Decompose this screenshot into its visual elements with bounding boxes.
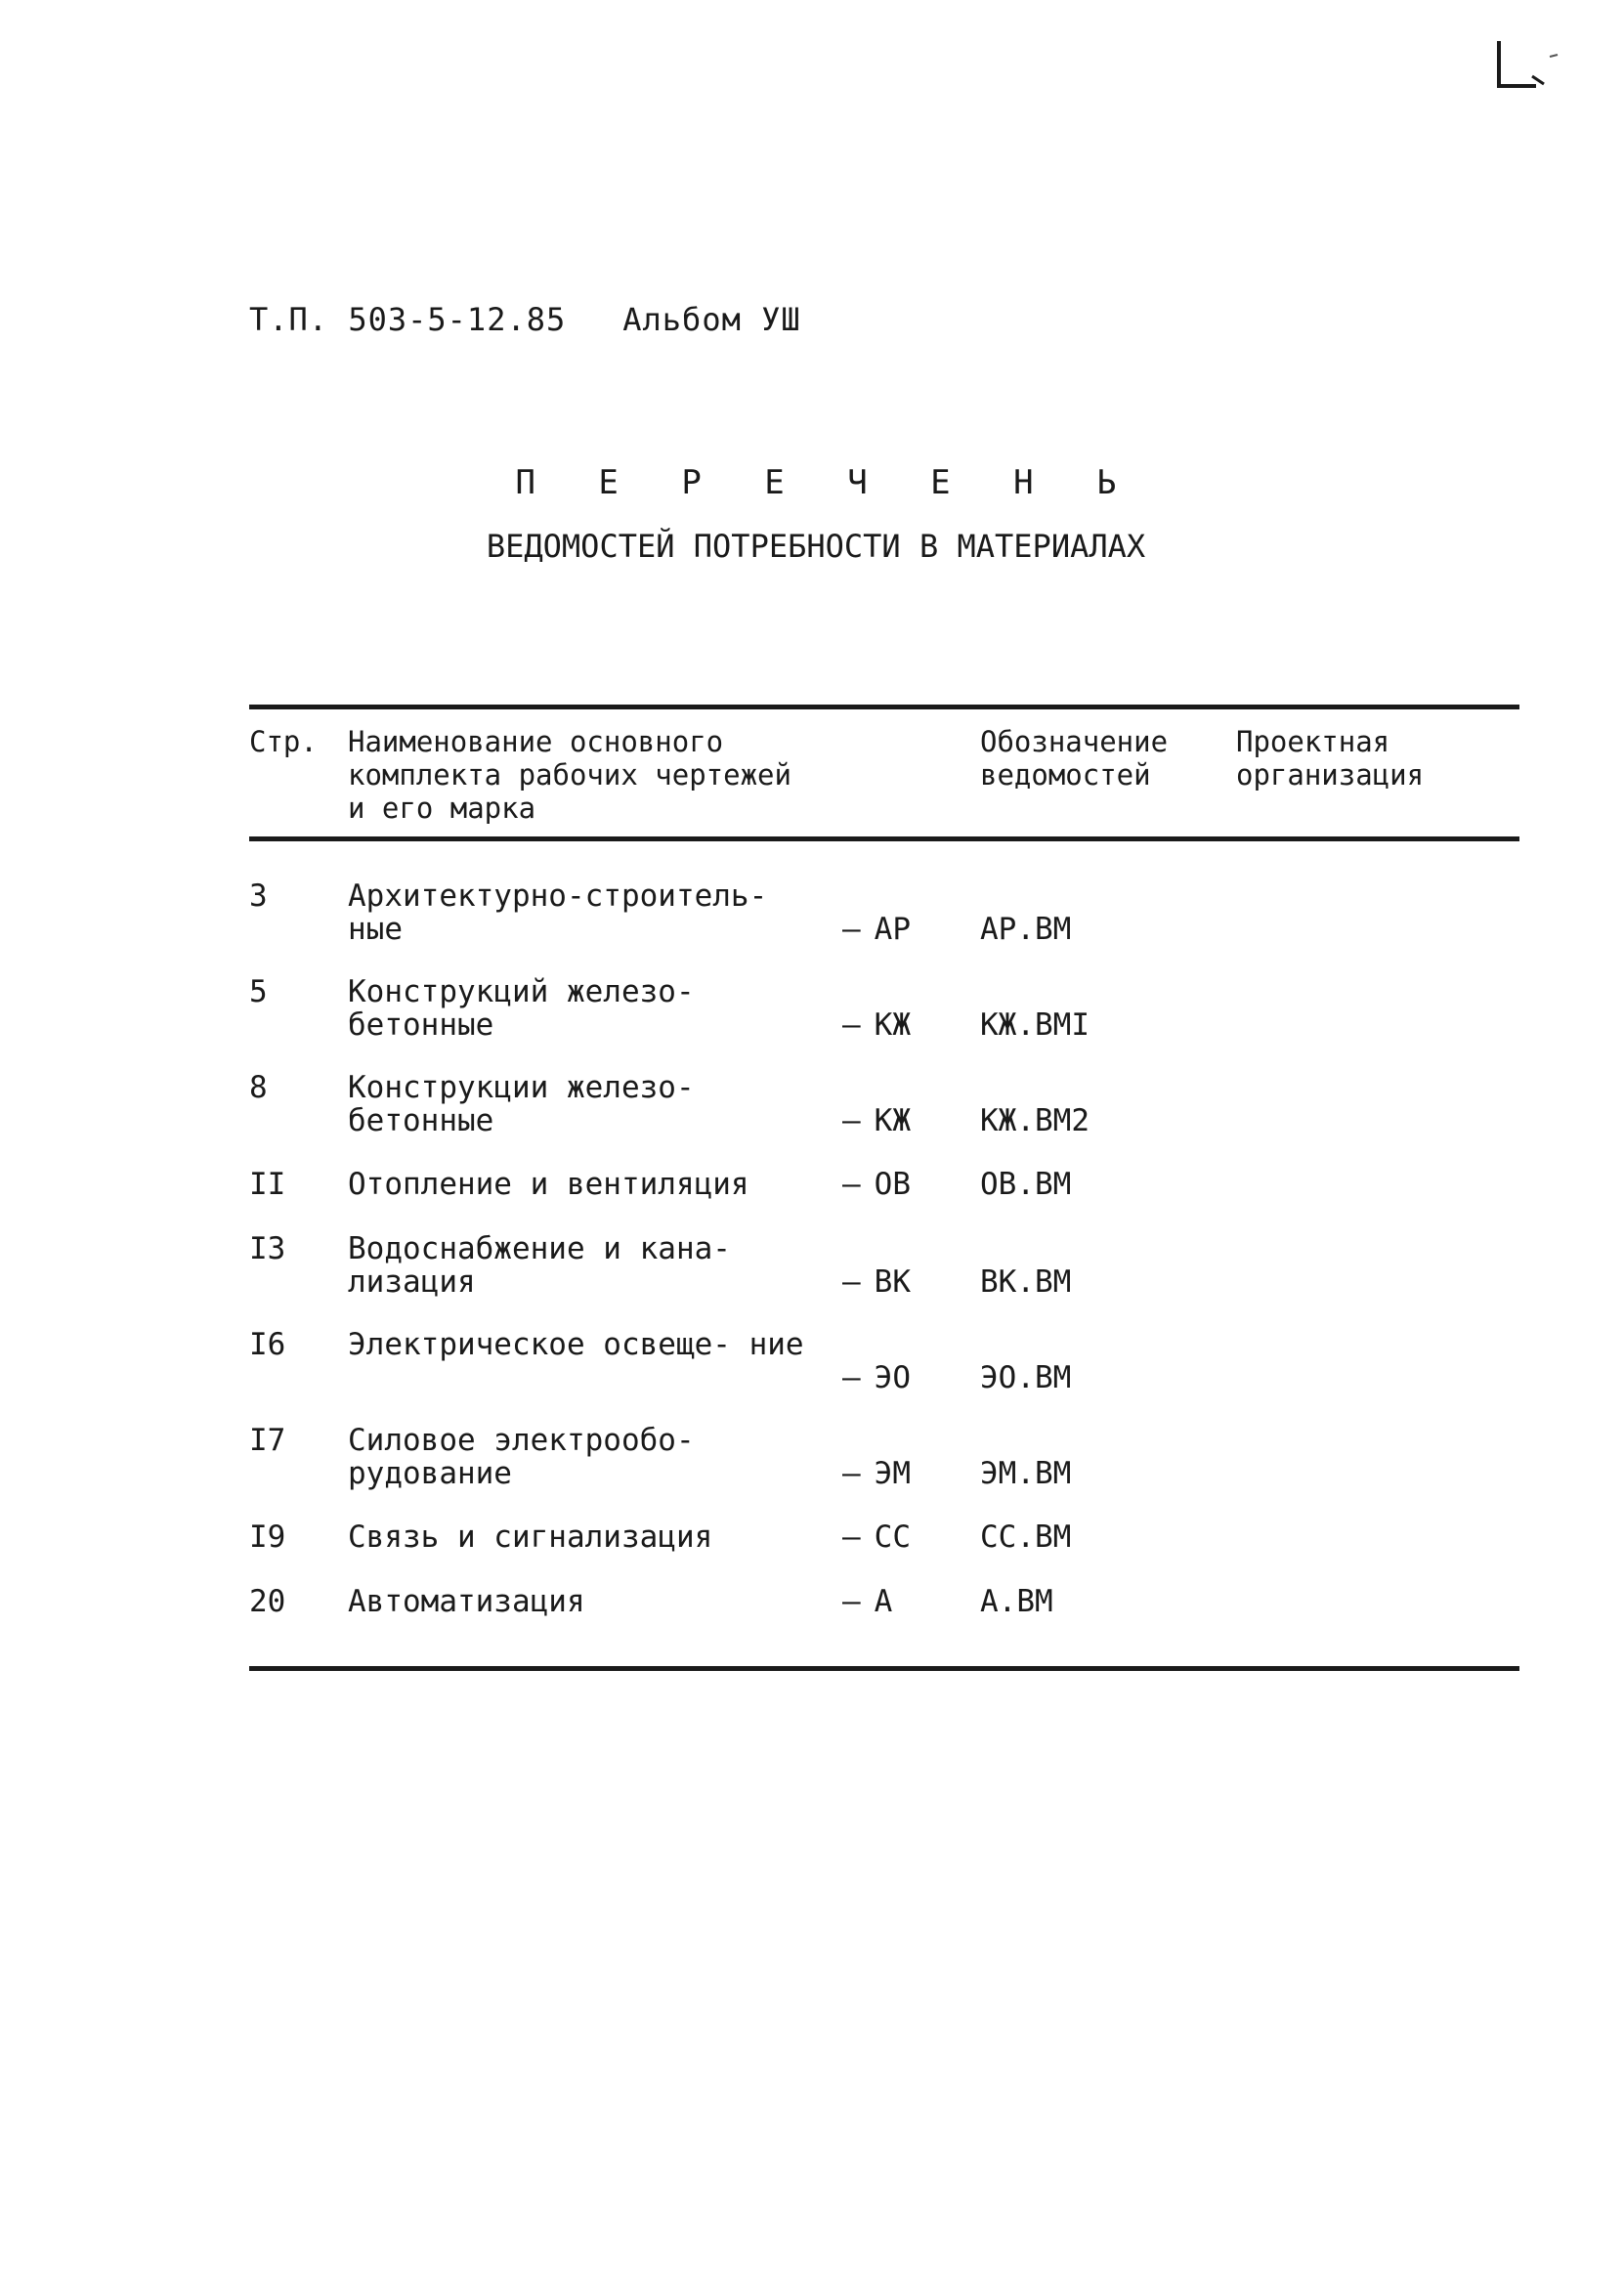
row-designation: ОВ.ВМ xyxy=(980,1167,1072,1202)
table-row xyxy=(0,1168,1624,1236)
table-row xyxy=(0,1071,1624,1139)
header-name: Наименование основного комплекта рабочих чертежей и его марка xyxy=(348,725,791,825)
row-mark: – КЖ xyxy=(842,1103,911,1138)
header-designation: Обозначение ведомостей xyxy=(980,725,1169,792)
row-name: Силовое электрообо- рудование xyxy=(348,1423,695,1491)
document-reference xyxy=(249,301,801,338)
row-page: 8 xyxy=(249,1070,268,1105)
row-designation: АР.ВМ xyxy=(980,912,1072,947)
table-row xyxy=(0,975,1624,1044)
row-designation: ЭМ.ВМ xyxy=(980,1456,1072,1491)
page-title: П Е Р Е Ч Е Н Ь xyxy=(515,463,1138,502)
row-name: Конструкций железо- бетонные xyxy=(348,974,695,1043)
row-page: II xyxy=(249,1167,286,1202)
table-row xyxy=(0,1585,1624,1653)
row-page: I9 xyxy=(249,1520,286,1555)
row-name: Автоматизация xyxy=(348,1584,585,1619)
row-name: Отопление и вентиляция xyxy=(348,1167,749,1202)
table-top-rule xyxy=(249,705,1519,709)
row-designation: КЖ.ВМI xyxy=(980,1007,1090,1043)
row-page: 3 xyxy=(249,878,268,914)
table-row xyxy=(0,1520,1624,1589)
table-row xyxy=(0,879,1624,948)
table-row xyxy=(0,1424,1624,1492)
header-page: Стр. xyxy=(249,725,318,758)
row-name: Архитектурно-строитель- ные xyxy=(348,878,768,947)
corner-mark-icon xyxy=(1493,37,1561,96)
row-mark: – СС xyxy=(842,1520,911,1555)
row-mark: – ЭО xyxy=(842,1360,911,1395)
row-page: I3 xyxy=(249,1231,286,1266)
project-code: Т.П. 503-5-12.85 xyxy=(249,301,567,338)
row-designation: А.ВМ xyxy=(980,1584,1053,1619)
row-designation: ВК.ВМ xyxy=(980,1264,1072,1300)
table-row xyxy=(0,1328,1624,1396)
table-bottom-rule xyxy=(249,1666,1519,1671)
row-page: I6 xyxy=(249,1327,286,1362)
row-page: I7 xyxy=(249,1423,286,1458)
header-organization: Проектная организация xyxy=(1236,725,1425,792)
page-subtitle: ВЕДОМОСТЕЙ ПОТРЕБНОСТИ В МАТЕРИАЛАХ xyxy=(486,528,1146,565)
row-designation: СС.ВМ xyxy=(980,1520,1072,1555)
album-number: Альбом УШ xyxy=(622,301,801,338)
row-mark: – КЖ xyxy=(842,1007,911,1043)
row-page: 20 xyxy=(249,1584,286,1619)
row-mark: – А xyxy=(842,1584,893,1619)
row-mark: – ВК xyxy=(842,1264,911,1300)
row-designation: ЭО.ВМ xyxy=(980,1360,1072,1395)
table-header-rule xyxy=(249,836,1519,841)
row-designation: КЖ.ВМ2 xyxy=(980,1103,1090,1138)
row-mark: – АР xyxy=(842,912,911,947)
row-page: 5 xyxy=(249,974,268,1009)
row-mark: – ОВ xyxy=(842,1167,911,1202)
table-row xyxy=(0,1232,1624,1301)
row-name: Связь и сигнализация xyxy=(348,1520,713,1555)
row-name: Водоснабжение и кана- лизация xyxy=(348,1231,731,1300)
row-name: Электрическое освеще- ние xyxy=(348,1327,804,1362)
row-name: Конструкции железо- бетонные xyxy=(348,1070,695,1138)
row-mark: – ЭМ xyxy=(842,1456,911,1491)
